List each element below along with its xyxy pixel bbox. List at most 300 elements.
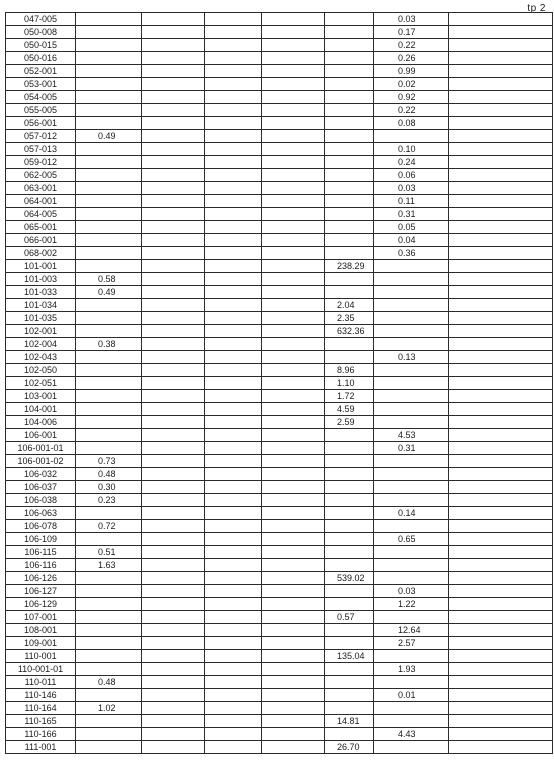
table-row [6,429,553,442]
empty-cell [142,702,205,715]
area-col1-cell [76,299,142,312]
area-col6-cell [374,130,449,143]
empty-cell [142,728,205,741]
area-col5-cell: 8.96 [325,364,374,377]
area-col5-cell: 1.72 [325,390,374,403]
parcel-code-cell: 106-129 [6,598,76,611]
parcel-code-cell: 101-001 [6,260,76,273]
empty-cell [205,117,262,130]
empty-cell [262,234,325,247]
empty-cell [262,325,325,338]
area-col6-cell: 1.22 [374,598,449,611]
parcel-code-cell: 104-006 [6,416,76,429]
empty-cell [449,234,553,247]
area-col6-cell: 0.99 [374,65,449,78]
area-col6-cell [374,481,449,494]
table-row [6,312,553,325]
area-col1-cell [76,117,142,130]
area-col1-cell [76,260,142,273]
area-col5-cell [325,221,374,234]
table-row [6,416,553,429]
area-col5-cell [325,533,374,546]
area-col5-cell [325,338,374,351]
area-col1-cell: 0.49 [76,130,142,143]
empty-cell [449,442,553,455]
empty-cell [205,507,262,520]
area-col6-cell: 0.65 [374,533,449,546]
area-col5-cell: 238.29 [325,260,374,273]
parcel-code-cell: 106-038 [6,494,76,507]
empty-cell [142,442,205,455]
empty-cell [262,715,325,728]
area-col6-cell: 12.64 [374,624,449,637]
parcel-code-cell: 106-001-02 [6,455,76,468]
area-col6-cell [374,676,449,689]
area-col1-cell [76,442,142,455]
parcel-code-cell: 055-005 [6,104,76,117]
empty-cell [142,338,205,351]
area-col6-cell: 0.03 [374,13,449,26]
table-row [6,650,553,663]
empty-cell [142,598,205,611]
table-row [6,455,553,468]
area-col1-cell [76,325,142,338]
parcel-code-cell: 102-050 [6,364,76,377]
area-col5-cell [325,624,374,637]
empty-cell [449,104,553,117]
empty-cell [262,377,325,390]
empty-cell [142,247,205,260]
table-row [6,390,553,403]
empty-cell [449,676,553,689]
area-col6-cell [374,494,449,507]
empty-cell [142,676,205,689]
area-col1-cell [76,741,142,754]
empty-cell [142,169,205,182]
empty-cell [262,364,325,377]
empty-cell [205,559,262,572]
empty-cell [205,351,262,364]
empty-cell [449,338,553,351]
empty-cell [205,390,262,403]
table-row [6,637,553,650]
empty-cell [262,494,325,507]
empty-cell [449,156,553,169]
area-col5-cell [325,104,374,117]
table-row [6,286,553,299]
area-col6-cell [374,273,449,286]
empty-cell [262,273,325,286]
area-col5-cell [325,286,374,299]
empty-cell [205,650,262,663]
empty-cell [449,208,553,221]
area-col1-cell [76,247,142,260]
table-row [6,39,553,52]
area-col1-cell [76,689,142,702]
area-col1-cell [76,312,142,325]
empty-cell [449,702,553,715]
area-col5-cell: 632.36 [325,325,374,338]
empty-cell [449,91,553,104]
empty-cell [142,585,205,598]
table-row [6,468,553,481]
area-col6-cell: 0.36 [374,247,449,260]
table-row [6,65,553,78]
parcel-code-cell: 064-005 [6,208,76,221]
area-col1-cell [76,78,142,91]
area-col6-cell: 0.31 [374,442,449,455]
area-col5-cell [325,455,374,468]
empty-cell [449,26,553,39]
parcel-code-cell: 056-001 [6,117,76,130]
parcel-code-cell: 066-001 [6,234,76,247]
empty-cell [449,39,553,52]
area-col1-cell [76,572,142,585]
table-row [6,494,553,507]
area-col1-cell [76,390,142,403]
empty-cell [449,416,553,429]
parcel-code-cell: 047-005 [6,13,76,26]
empty-cell [142,91,205,104]
parcel-code-cell: 050-016 [6,52,76,65]
parcel-code-cell: 106-127 [6,585,76,598]
empty-cell [449,546,553,559]
table-row [6,611,553,624]
empty-cell [449,286,553,299]
parcel-code-cell: 110-146 [6,689,76,702]
empty-cell [262,676,325,689]
table-row [6,169,553,182]
area-col6-cell: 0.02 [374,78,449,91]
parcel-code-cell: 110-165 [6,715,76,728]
empty-cell [449,585,553,598]
area-col6-cell [374,377,449,390]
empty-cell [205,442,262,455]
area-col5-cell [325,91,374,104]
empty-cell [449,221,553,234]
table-row [6,221,553,234]
area-col1-cell [76,650,142,663]
area-col6-cell: 0.22 [374,39,449,52]
empty-cell [449,312,553,325]
table-row [6,234,553,247]
empty-cell [142,78,205,91]
table-row [6,676,553,689]
area-col1-cell: 1.02 [76,702,142,715]
empty-cell [262,728,325,741]
empty-cell [142,52,205,65]
empty-cell [449,429,553,442]
table-row [6,208,553,221]
parcel-code-cell: 109-001 [6,637,76,650]
empty-cell [262,299,325,312]
empty-cell [449,299,553,312]
empty-cell [205,364,262,377]
empty-cell [449,260,553,273]
empty-cell [262,286,325,299]
parcel-code-cell: 107-001 [6,611,76,624]
area-col1-cell [76,104,142,117]
table-row [6,585,553,598]
empty-cell [262,598,325,611]
table-row [6,533,553,546]
empty-cell [262,403,325,416]
parcel-code-cell: 102-051 [6,377,76,390]
empty-cell [262,611,325,624]
empty-cell [449,468,553,481]
area-col1-cell [76,598,142,611]
parcel-code-cell: 050-015 [6,39,76,52]
area-col6-cell: 0.17 [374,26,449,39]
parcel-code-cell: 057-012 [6,130,76,143]
empty-cell [205,468,262,481]
empty-cell [449,689,553,702]
table-row [6,143,553,156]
empty-cell [262,702,325,715]
parcel-code-cell: 110-166 [6,728,76,741]
empty-cell [142,260,205,273]
empty-cell [262,351,325,364]
table-row [6,481,553,494]
table-row [6,702,553,715]
area-col1-cell [76,52,142,65]
table-row [6,351,553,364]
area-col5-cell: 4.59 [325,403,374,416]
table-row [6,364,553,377]
area-col5-cell [325,78,374,91]
empty-cell [449,559,553,572]
area-col1-cell: 0.48 [76,468,142,481]
area-col5-cell: 539.02 [325,572,374,585]
empty-cell [142,351,205,364]
area-col1-cell [76,637,142,650]
area-col1-cell: 1.63 [76,559,142,572]
empty-cell [205,221,262,234]
table-row [6,91,553,104]
area-col6-cell: 1.93 [374,663,449,676]
empty-cell [449,650,553,663]
area-col1-cell [76,624,142,637]
empty-cell [205,39,262,52]
area-col1-cell: 0.58 [76,273,142,286]
empty-cell [262,104,325,117]
empty-cell [449,741,553,754]
area-col6-cell: 0.03 [374,585,449,598]
empty-cell [262,546,325,559]
empty-cell [205,533,262,546]
area-col5-cell [325,637,374,650]
empty-cell [449,325,553,338]
empty-cell [205,403,262,416]
table-row [6,13,553,26]
parcel-code-cell: 062-005 [6,169,76,182]
empty-cell [449,247,553,260]
empty-cell [205,299,262,312]
table-row [6,195,553,208]
table-row [6,598,553,611]
area-col1-cell [76,715,142,728]
parcel-code-cell: 106-063 [6,507,76,520]
parcel-code-cell: 106-126 [6,572,76,585]
area-col5-cell: 26.70 [325,741,374,754]
empty-cell [205,416,262,429]
empty-cell [205,702,262,715]
area-col1-cell [76,13,142,26]
area-col5-cell: 1.10 [325,377,374,390]
empty-cell [205,169,262,182]
area-col5-cell [325,52,374,65]
empty-cell [142,624,205,637]
parcel-code-cell: 059-012 [6,156,76,169]
empty-cell [262,468,325,481]
empty-cell [205,156,262,169]
empty-cell [205,624,262,637]
area-col6-cell [374,702,449,715]
empty-cell [205,598,262,611]
table-row [6,377,553,390]
empty-cell [205,728,262,741]
area-col6-cell [374,286,449,299]
empty-cell [205,611,262,624]
empty-cell [262,26,325,39]
empty-cell [449,390,553,403]
area-col6-cell [374,468,449,481]
area-col5-cell [325,169,374,182]
table-row [6,52,553,65]
area-col6-cell [374,299,449,312]
empty-cell [142,143,205,156]
area-col1-cell [76,39,142,52]
empty-cell [142,195,205,208]
empty-cell [142,364,205,377]
parcel-code-cell: 106-001-01 [6,442,76,455]
area-col6-cell: 0.08 [374,117,449,130]
table-row [6,156,553,169]
empty-cell [449,728,553,741]
parcel-code-cell: 050-008 [6,26,76,39]
empty-cell [142,507,205,520]
table-row [6,624,553,637]
area-col6-cell: 0.22 [374,104,449,117]
empty-cell [262,689,325,702]
empty-cell [262,559,325,572]
empty-cell [205,234,262,247]
empty-cell [142,104,205,117]
empty-cell [205,91,262,104]
area-col1-cell: 0.73 [76,455,142,468]
empty-cell [262,481,325,494]
empty-cell [262,663,325,676]
empty-cell [205,182,262,195]
area-col6-cell: 0.26 [374,52,449,65]
empty-cell [262,260,325,273]
area-col6-cell [374,650,449,663]
area-col1-cell: 0.49 [76,286,142,299]
empty-cell [142,26,205,39]
ledger-body [6,13,553,754]
table-row [6,520,553,533]
empty-cell [205,546,262,559]
area-col5-cell [325,468,374,481]
empty-cell [205,78,262,91]
empty-cell [449,572,553,585]
area-col1-cell: 0.72 [76,520,142,533]
empty-cell [262,156,325,169]
table-row [6,104,553,117]
empty-cell [262,208,325,221]
empty-cell [205,715,262,728]
area-col6-cell [374,325,449,338]
empty-cell [142,468,205,481]
empty-cell [142,117,205,130]
area-col1-cell [76,507,142,520]
area-col5-cell [325,507,374,520]
area-col1-cell [76,403,142,416]
table-row [6,325,553,338]
area-col5-cell [325,182,374,195]
empty-cell [449,715,553,728]
empty-cell [449,403,553,416]
area-col5-cell [325,559,374,572]
empty-cell [262,182,325,195]
table-row [6,689,553,702]
area-col5-cell [325,130,374,143]
empty-cell [205,65,262,78]
parcel-code-cell: 106-032 [6,468,76,481]
empty-cell [449,611,553,624]
empty-cell [262,507,325,520]
parcel-code-cell: 102-043 [6,351,76,364]
area-col6-cell: 4.53 [374,429,449,442]
empty-cell [449,637,553,650]
empty-cell [142,741,205,754]
empty-cell [449,78,553,91]
area-col6-cell: 2.57 [374,637,449,650]
area-col6-cell: 0.01 [374,689,449,702]
empty-cell [449,494,553,507]
area-col1-cell [76,377,142,390]
empty-cell [449,143,553,156]
table-row [6,559,553,572]
empty-cell [205,663,262,676]
empty-cell [262,91,325,104]
empty-cell [205,429,262,442]
empty-cell [205,494,262,507]
area-col5-cell: 2.35 [325,312,374,325]
area-col1-cell: 0.48 [76,676,142,689]
table-row [6,728,553,741]
area-col5-cell: 2.59 [325,416,374,429]
empty-cell [205,689,262,702]
empty-cell [142,520,205,533]
area-col5-cell [325,273,374,286]
empty-cell [142,416,205,429]
empty-cell [142,390,205,403]
empty-cell [449,624,553,637]
table-row [6,260,553,273]
empty-cell [449,182,553,195]
empty-cell [142,494,205,507]
empty-cell [262,52,325,65]
area-col1-cell [76,182,142,195]
parcel-code-cell: 064-001 [6,195,76,208]
empty-cell [262,624,325,637]
empty-cell [449,377,553,390]
empty-cell [205,338,262,351]
area-col1-cell [76,169,142,182]
parcel-code-cell: 053-001 [6,78,76,91]
parcel-code-cell: 110-001-01 [6,663,76,676]
